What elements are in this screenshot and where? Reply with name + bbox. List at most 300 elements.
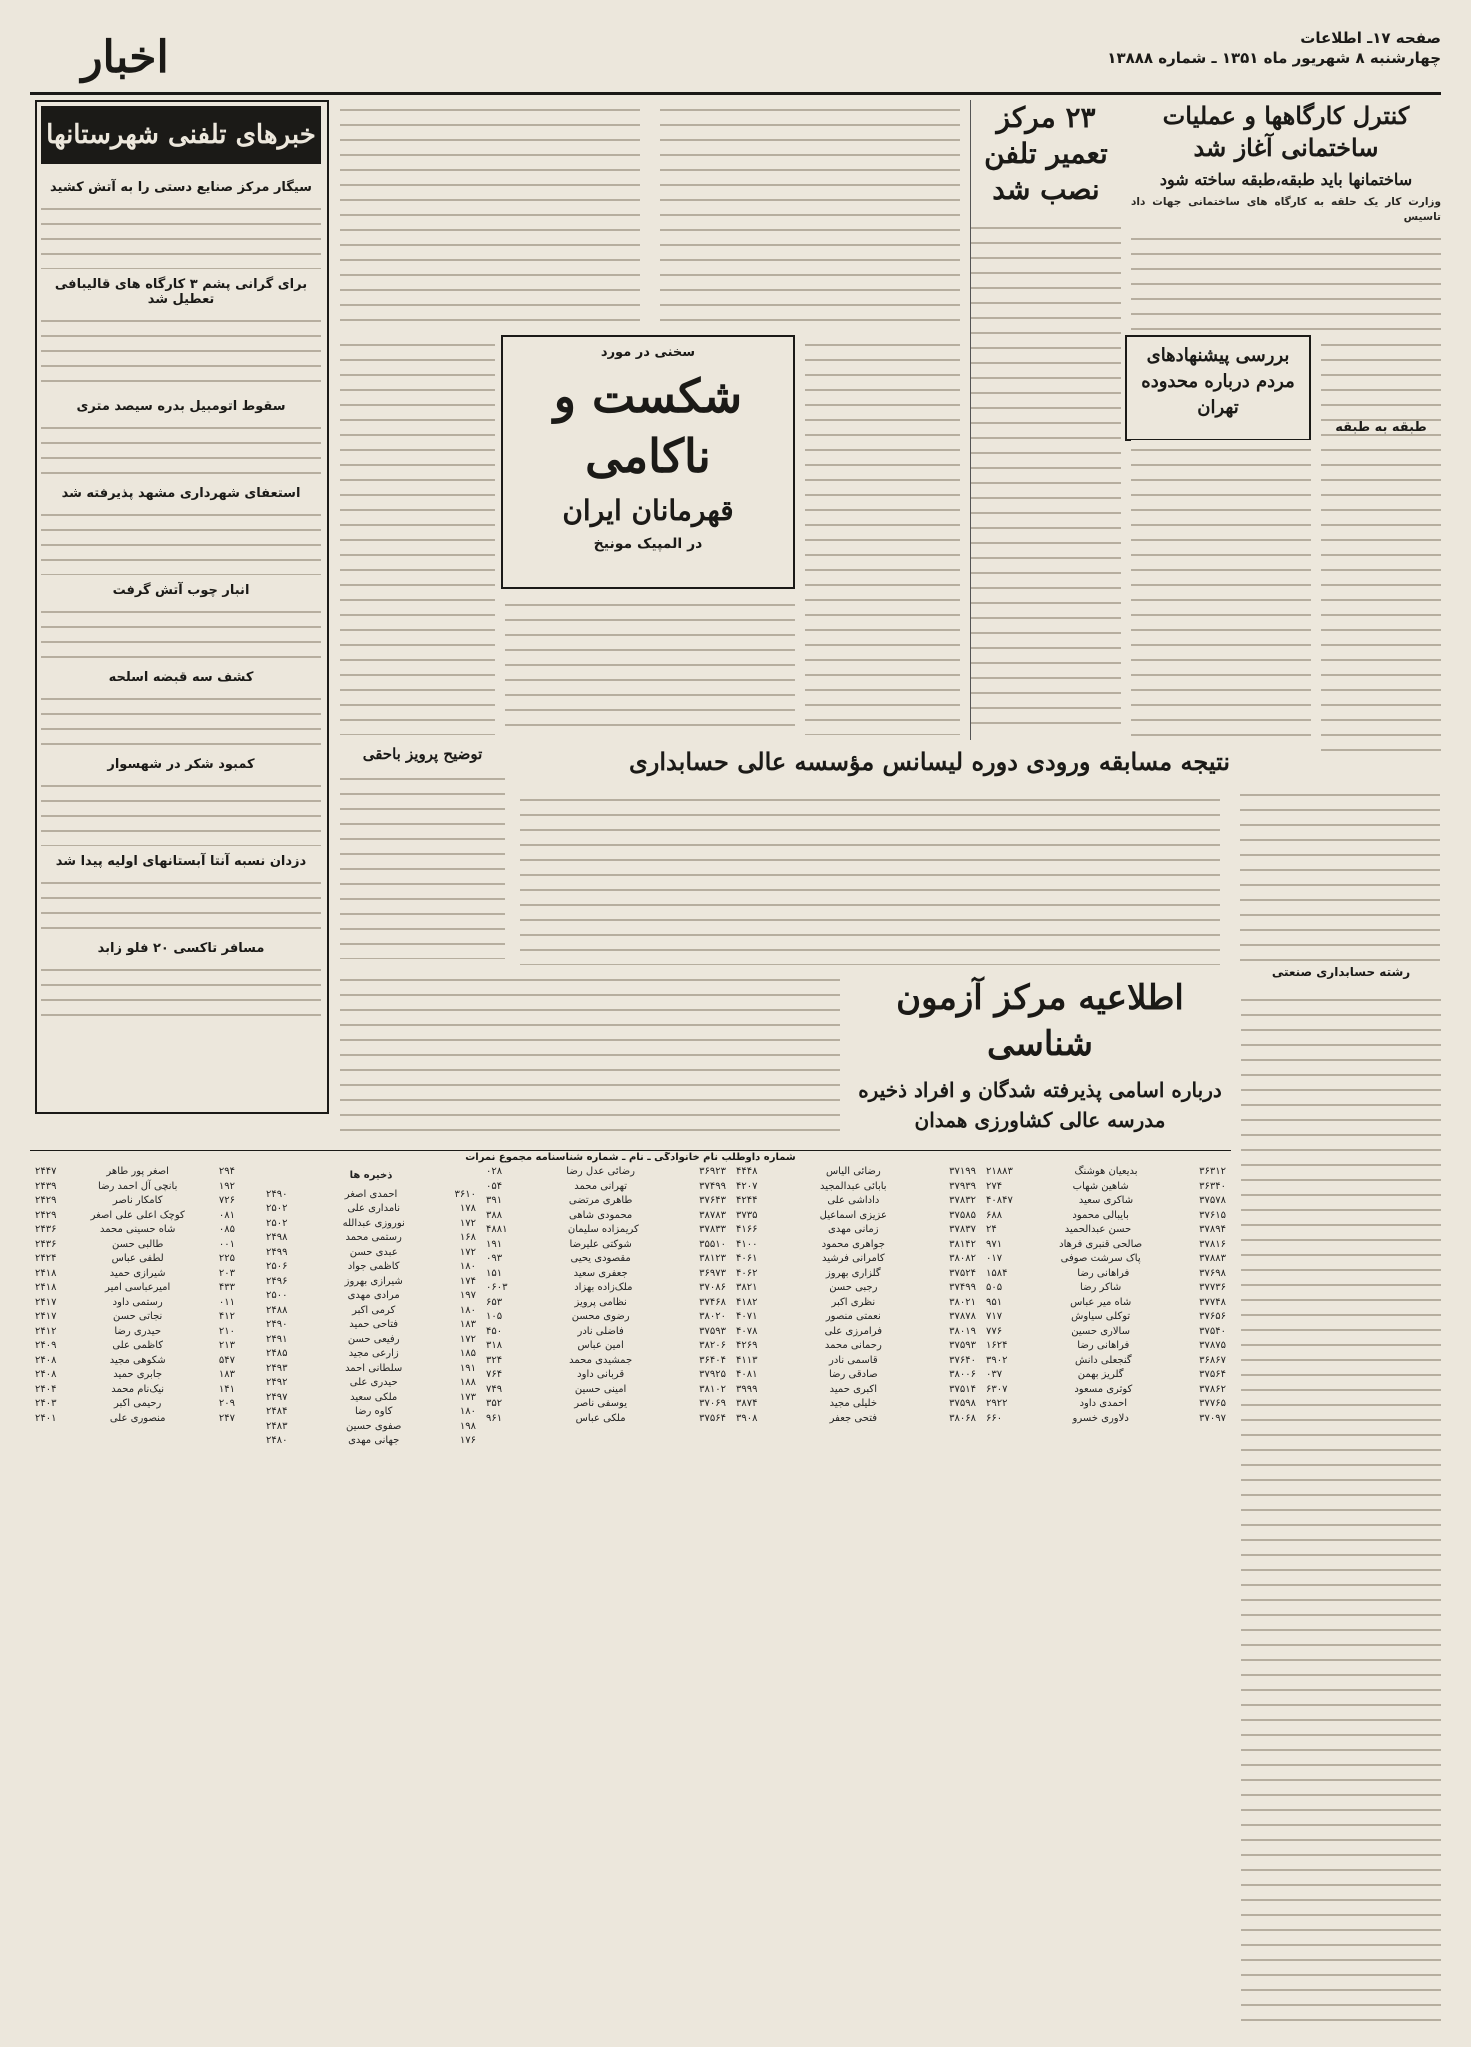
table-row [486,1165,726,1180]
table-row [736,1412,976,1427]
table-row [736,1354,976,1369]
candidate-name: ملکی عباس [575,1412,626,1424]
accounting-section-label: رشته حسابداری صنعتی [1271,965,1411,979]
candidate-number: ۲۵۰۶ [266,1261,288,1272]
candidate-number: ۲۴۰۴ [35,1383,57,1395]
candidate-name: کاظمی علی [112,1340,164,1351]
table-row [35,1209,235,1224]
table-row [486,1412,726,1427]
candidate-number: ۳۷۸۶۲ [1199,1383,1226,1395]
candidate-number: ۳۸۰۰۶ [949,1369,976,1380]
table-header: شماره داوطلب نام خانوادگی ـ نام ـ شماره شناسنامه مجموع نمرات [465,1152,796,1163]
candidate-number: ۳۷۱۹۹ [949,1166,976,1177]
candidate-number: ۴۰۶۲ [736,1267,758,1279]
candidate-name: نیک‌نام محمد [111,1383,165,1395]
defeat-title-box [501,335,795,589]
candidate-number: ۱۸۰ [459,1261,476,1272]
table-row [986,1281,1226,1296]
table-row [266,1217,476,1232]
table-row [736,1194,976,1209]
candidate-number: ۳۷۰۶۹ [699,1398,726,1409]
candidate-number: ۳۸۰۲۰ [699,1311,726,1322]
candidate-number: ۲۴۴۷ [35,1166,57,1177]
candidate-name: کامرانی فرشید [821,1253,885,1264]
candidate-name: فتاحی حمید [349,1319,399,1330]
candidate-name: نجاتی حسن [113,1311,163,1322]
candidate-name: جمشیدی محمد [569,1354,633,1366]
candidate-number: ۹۶۱ [486,1412,503,1424]
candidate-number: ۲۴۰۳ [35,1398,57,1409]
candidate-number: ۳۷۳۵ [736,1209,758,1221]
candidate-number: ۳۷۰۹۷ [1199,1412,1226,1424]
city-news-banner: خبرهای تلفنی شهرستانها [41,106,321,164]
table-row [35,1383,235,1398]
table-row [35,1397,235,1412]
candidate-number: ۳۷۴۹۹ [949,1282,976,1293]
exam-small-body [340,970,840,1140]
table-row [986,1165,1226,1180]
candidate-number: ۱۷۲ [459,1333,476,1345]
city-news-column [35,100,329,1114]
candidate-name: کرمی اکبر [352,1304,396,1316]
table-row [486,1296,726,1311]
candidate-number: ۵۴۷ [218,1354,235,1366]
candidate-name: گلزاری بهروز [825,1267,881,1279]
candidate-number: ۳۷۸۹۴ [1199,1224,1226,1235]
table-row [736,1339,976,1354]
candidate-name: رستمی محمد [345,1232,402,1243]
candidate-number: ۳۷۶۴۰ [949,1354,976,1366]
reserve-label: ذخیره ها [349,1170,393,1181]
table-col-1 [986,1165,1226,2025]
table-row [736,1310,976,1325]
candidate-name: کریمزاده سلیمان [567,1224,639,1235]
candidate-number: ۳۸۲۱ [736,1282,758,1293]
candidate-number: ۶۸۸ [986,1209,1003,1221]
candidate-name: صفوی حسین [345,1420,402,1432]
exam-small-print [340,970,840,1150]
candidate-number: ۱۷۴ [459,1275,476,1287]
city-item-3: استعفای شهرداری مشهد پذیرفته شد [61,486,301,501]
candidate-name: رحیمی اکبر [113,1398,162,1409]
candidate-number: ۰۱۱ [218,1296,235,1308]
candidate-number: ۳۷۷۳۶ [1199,1282,1226,1293]
candidate-number: ۳۷۵۷۸ [1199,1195,1226,1206]
candidate-number: ۴۲۴۴ [736,1195,758,1206]
candidate-number: ۳۷۸۸۳ [1199,1253,1226,1264]
candidate-number: ۲۴۸۵ [266,1348,288,1359]
candidate-name: بدیعیان هوشنگ [1074,1166,1138,1177]
candidate-number: ۳۷۷۴۸ [1199,1296,1226,1308]
candidate-number: ۱۵۱ [486,1267,503,1279]
table-row [986,1296,1226,1311]
table-row [986,1354,1226,1369]
candidate-number: ۳۷۵۶۴ [699,1412,726,1424]
table-row [266,1376,476,1391]
candidate-name: داداشی علی [827,1195,880,1206]
candidate-number: ۲۴۱۷ [35,1311,57,1322]
candidate-number: ۳۸۷۴ [736,1398,758,1409]
date-line: چهارشنبه ۸ شهریور ماه ۱۳۵۱ ـ شماره ۱۳۸۸۸ [1107,49,1441,67]
table-row [35,1412,235,1427]
table-row [486,1194,726,1209]
candidate-number: ۴۱۰۰ [736,1238,758,1250]
article-defeat [340,100,960,740]
candidate-name: امینی حسین [574,1383,627,1395]
candidate-number: ۳۹۹۹ [736,1383,758,1395]
candidate-number: ۳۷۵۴۰ [1199,1325,1226,1337]
candidate-number: ۳۷۴۹۹ [699,1180,726,1192]
candidate-number: ۲۴۳۶ [35,1238,57,1250]
candidate-number: ۴۵۰ [486,1325,503,1337]
candidate-number: ۶۳۰۷ [986,1383,1008,1395]
candidate-name: توکلی سیاوش [1071,1311,1131,1322]
table-row [486,1397,726,1412]
article-exam [850,975,1230,1150]
candidate-number: ۷۷۶ [986,1325,1003,1337]
candidate-number: ۳۷۸۳۷ [949,1224,976,1235]
candidate-number: ۱۷۲ [459,1246,476,1258]
candidate-number: ۳۷۵۹۳ [949,1340,976,1351]
table-rule [30,1150,1231,1151]
table-row [486,1238,726,1253]
candidate-name: نامداری علی [347,1203,401,1214]
candidate-number: ۳۷۷۶۵ [1199,1398,1226,1409]
candidate-number: ۲۴۰۹ [35,1340,57,1351]
candidate-name: جابری حمید [113,1369,163,1380]
candidate-number: ۳۵۵۱۰ [699,1238,726,1250]
table-row [736,1368,976,1383]
candidate-name: جواهری محمود [821,1238,885,1250]
table-row [35,1165,235,1180]
table-row [736,1180,976,1195]
candidate-number: ۱۵۸۴ [986,1267,1008,1279]
candidate-number: ۲۴۹۰ [266,1319,288,1330]
candidate-number: ۳۷۸۳۳ [699,1224,726,1235]
candidate-name: محمودی شاهی [569,1209,633,1221]
candidate-name: فراهانی رضا [1077,1267,1130,1279]
candidate-name: طاهری مرتضی [568,1195,633,1206]
pars-headline: توضیح پرویز باحقی [362,745,483,763]
masthead [991,28,1441,88]
candidate-number: ۵۰۵ [986,1282,1003,1293]
control-headline: کنترل کارگاهها و عملیات ساختمانی آغاز شد [1162,101,1410,162]
candidate-name: ملک‌زاده بهزاد [574,1282,633,1293]
candidate-name: کاظمی جواد [347,1261,400,1272]
candidate-number: ۱۶۲۴ [986,1340,1008,1351]
candidate-number: ۲۷۴ [986,1180,1003,1192]
candidate-number: ۳۷۵۶۴ [1199,1369,1226,1380]
candidate-number: ۱۸۵ [459,1348,476,1359]
accounting-headline: نتیجه مسابقه ورودی دوره لیسانس مؤسسه عالی حسابداری [629,747,1230,776]
candidate-name: جعفری سعید [573,1267,628,1279]
defeat-headline: شکست و ناکامی [553,369,743,483]
candidate-name: حسن عبدالحمید [1064,1224,1132,1235]
candidate-name: مقصودی یحیی [570,1253,631,1264]
candidate-number: ۳۸۰۶۸ [949,1412,976,1424]
candidate-number: ۹۵۱ [986,1296,1003,1308]
candidate-name: مرادی مهدی [347,1290,400,1301]
candidate-number: ۲۵۰۲ [266,1203,288,1214]
candidate-number: ۲۵۰۲ [266,1217,288,1229]
defeat-tagline: در المپیک مونیخ [593,536,703,552]
candidate-number: ۳۷۵۹۳ [699,1325,726,1337]
candidate-number: ۰۸۱ [218,1209,235,1221]
candidate-number: ۲۴۰۸ [35,1354,57,1366]
candidate-name: پاک سرشت صوفی [1060,1253,1141,1264]
candidate-number: ۴۰۸۱ [736,1369,758,1380]
city-item-8-body [41,960,321,1020]
candidate-number: ۳۸۲۰۶ [699,1340,726,1351]
candidate-name: تهرانی محمد [574,1180,628,1192]
accounting-list [520,790,1220,965]
table-row [986,1339,1226,1354]
candidate-name: شاه میر عباس [1070,1296,1132,1308]
defeat-body-bottom [505,595,795,735]
candidate-number: ۲۵۰۰ [266,1290,288,1301]
table-row [986,1180,1226,1195]
table-row [736,1252,976,1267]
candidate-number: ۱۹۱ [459,1362,476,1374]
candidate-number: ۳۶۱۰ [454,1188,476,1200]
table-row [736,1238,976,1253]
candidate-number: ۳۱۸ [486,1340,503,1351]
candidate-name: شاه حسینی محمد [100,1224,176,1235]
candidate-number: ۳۷۴۶۸ [699,1296,726,1308]
defeat-body-top-left [340,100,640,330]
table-col-2 [736,1165,976,2025]
table-row [266,1231,476,1246]
candidate-number: ۳۶۴۰۴ [699,1354,726,1366]
candidate-number: ۳۹۱ [486,1195,503,1206]
table-row [736,1165,976,1180]
candidate-number: ۰۲۸ [486,1166,503,1177]
exam-headline: اطلاعیه مرکز آزمون شناسی [896,978,1184,1064]
candidate-name: جهانی مهدی [348,1435,400,1446]
candidate-number: ۷۴۹ [486,1383,503,1395]
table-row [35,1223,235,1238]
table-row [486,1310,726,1325]
candidate-number: ۲۴۹۰ [266,1188,288,1200]
candidate-name: بابائی عبدالمجید [820,1180,887,1192]
candidate-number: ۱۹۲ [218,1180,235,1192]
candidate-number: ۱۸۸ [459,1377,476,1388]
table-row [35,1252,235,1267]
table-row [736,1223,976,1238]
table-row [986,1267,1226,1282]
candidate-name: صالحی قنبری فرهاد [1059,1238,1143,1250]
article-pars [340,745,505,965]
control-body [1131,229,1441,339]
candidate-number: ۱۸۰ [459,1304,476,1316]
table-row [266,1420,476,1435]
candidate-number: ۱۷۸ [459,1203,476,1214]
exam-subhead: درباره اسامی پذیرفته شدگان و افراد ذخیره مدرسه عالی کشاورزی همدان [858,1078,1222,1132]
candidate-name: شاکری سعید [1078,1195,1134,1206]
candidate-number: ۷۶۴ [486,1369,503,1380]
candidate-number: ۳۷۸۷۸ [949,1311,976,1322]
candidate-number: ۲۴۰۱ [35,1412,57,1424]
article-control [1131,100,1441,340]
control-lead: وزارت کار یک حلقه به کارگاه های ساختمانی جهات داد تاسیس [1131,196,1441,223]
candidate-number: ۲۴۱۸ [35,1282,57,1293]
candidate-name: زارعی مجید [348,1348,399,1359]
candidate-number: ۱۷۲ [459,1217,476,1229]
candidate-number: ۲۲۵ [218,1253,235,1264]
candidate-name: رفیعی حسن [347,1333,400,1345]
candidate-name: رحمانی محمد [824,1340,882,1351]
table-row [486,1223,726,1238]
proposals-body [1131,440,1311,740]
table-row [986,1238,1226,1253]
candidate-number: ۰۸۵ [218,1224,235,1235]
candidate-number: ۳۷۶۴۳ [699,1195,726,1206]
candidate-name: خلیلی مجید [829,1398,878,1409]
candidate-number: ۳۶۹۷۳ [699,1267,726,1279]
city-item-5: کشف سه قبضه اسلحه [108,670,254,685]
candidate-number: ۳۹۰۸ [736,1412,758,1424]
candidate-number: ۳۶۳۴۰ [1199,1180,1226,1192]
candidate-name: منصوری علی [109,1412,166,1424]
defeat-body-top-right [660,100,960,330]
candidate-number: ۲۴۹۶ [266,1275,288,1287]
table-row [736,1296,976,1311]
candidate-number: ۲۴۹۱ [266,1333,288,1345]
table-row [486,1368,726,1383]
table-row [736,1397,976,1412]
candidate-number: ۳۷۵۸۵ [949,1209,976,1221]
candidate-name: سالاری حسین [1071,1325,1130,1337]
candidate-number: ۳۷۵۱۴ [949,1383,976,1395]
candidate-number: ۲۴۸۴ [266,1406,288,1417]
candidate-name: نوروزی عبدالله [342,1217,405,1229]
city-item-4: انبار چوب آتش گرفت [112,583,250,598]
candidate-name: کاوه رضا [354,1406,393,1417]
control-subhead: ساختمانها باید طبقه،طبقه ساخته شود [1159,170,1413,189]
rule-phone [970,100,971,740]
candidate-name: یوسفی ناصر [574,1398,628,1409]
candidate-name: رضائی عدل رضا [566,1166,635,1177]
candidate-name: شیرازی حمید [109,1267,166,1279]
pars-body [340,769,505,959]
candidate-number: ۱۸۳ [459,1319,476,1330]
candidate-number: ۲۴۲۹ [35,1209,57,1221]
candidate-name: نظامی پرویز [574,1296,627,1308]
table-row [35,1310,235,1325]
candidate-name: نعمتی منصور [825,1311,881,1322]
city-news-items [41,172,321,1107]
table-row [266,1260,476,1275]
candidate-number: ۲۴۱۸ [35,1267,57,1279]
candidate-number: ۲۴۷ [218,1412,235,1424]
candidate-number: ۱۴۱ [218,1383,235,1395]
candidate-number: ۲۴۱۲ [35,1325,57,1337]
candidate-number: ۱۷۳ [459,1391,476,1403]
table-row [35,1281,235,1296]
candidate-number: ۳۶۹۲۳ [699,1166,726,1177]
table-row [35,1194,235,1209]
table-row [266,1347,476,1362]
candidate-number: ۰۹۳ [486,1253,503,1264]
table-row [986,1412,1226,1427]
candidate-number: ۴۰۷۸ [736,1325,758,1337]
candidate-number: ۶۵۳ [486,1296,503,1308]
article-phone-repair [971,100,1121,740]
candidate-number: ۰۵۴ [486,1180,503,1192]
candidate-name: دلاوری خسرو [1072,1412,1129,1424]
table-row [736,1281,976,1296]
table-row [486,1383,726,1398]
table-row [266,1434,476,1449]
candidate-number: ۳۸۸ [486,1209,503,1221]
table-col-5 [35,1165,235,2025]
candidate-number: ۳۸۰۸۲ [949,1253,976,1264]
table-row [736,1383,976,1398]
candidate-number: ۳۷۹۲۵ [699,1369,726,1380]
candidate-number: ۲۴۹۲ [266,1377,288,1388]
candidate-number: ۰۰۱ [218,1238,235,1250]
candidate-name: احمدی داود [1079,1398,1128,1409]
candidate-name: لطفی عباس [111,1253,164,1264]
candidate-number: ۴۳۳ [218,1282,235,1293]
candidate-number: ۲۹۲۲ [986,1398,1008,1409]
candidate-number: ۳۷۹۳۹ [949,1180,976,1192]
defeat-body-right [805,335,960,735]
city-item-7: دزدان نسبه آنتا آبستانهای اولیه پیدا شد [55,854,307,869]
candidate-number: ۲۹۴ [218,1166,235,1177]
candidate-number: ۴۱۲ [218,1311,235,1322]
candidate-name: فتحی جعفر [829,1412,877,1424]
candidate-number: ۴۰۸۴۷ [986,1195,1013,1206]
candidate-name: طالبی حسن [112,1238,164,1250]
candidate-number: ۲۱۰ [218,1325,235,1337]
candidate-number: ۳۷۸۱۶ [1199,1238,1226,1250]
candidate-number: ۲۴۱۷ [35,1296,57,1308]
candidate-name: اصغر پور طاهر [106,1166,169,1177]
defeat-body-left [340,335,495,735]
candidate-number: ۳۷۸۳۲ [949,1195,976,1206]
city-item-1-body [41,311,321,391]
candidate-name: رضوی محسن [571,1311,630,1322]
phone-body [971,218,1121,728]
candidate-number: ۴۱۱۳ [736,1354,758,1366]
candidate-number: ۳۷۶۹۸ [1199,1267,1226,1279]
candidate-number: ۴۲۶۹ [736,1340,758,1351]
candidate-name: رجبی حسن [829,1282,878,1293]
candidate-number: ۲۱۳ [218,1340,235,1351]
candidate-name: فراهانی رضا [1077,1340,1130,1351]
candidate-name: بایبالی محمود [1072,1209,1129,1221]
candidate-number: ۱۹۷ [459,1290,476,1301]
candidate-number: ۱۸۳ [218,1369,235,1380]
table-row [986,1310,1226,1325]
candidate-number: ۲۴۲۹ [35,1195,57,1206]
table-row [736,1209,976,1224]
city-item-6: کمبود شکر در شهسوار [107,757,255,772]
candidate-name: گلریز بهمن [1077,1369,1124,1380]
table-row [266,1188,476,1203]
candidate-number: ۷۱۷ [986,1311,1003,1322]
candidate-name: قاسمی نادر [829,1354,878,1366]
table-row [986,1209,1226,1224]
candidate-name: کوثری مسعود [1074,1383,1133,1395]
candidate-number: ۱۶۸ [459,1232,476,1243]
city-item-5-body [41,689,321,749]
candidate-number: ۱۰۵ [486,1311,503,1322]
table-row [266,1304,476,1319]
candidate-number: ۳۸۱۴۲ [949,1238,976,1250]
section-name: اخبار [81,32,169,83]
